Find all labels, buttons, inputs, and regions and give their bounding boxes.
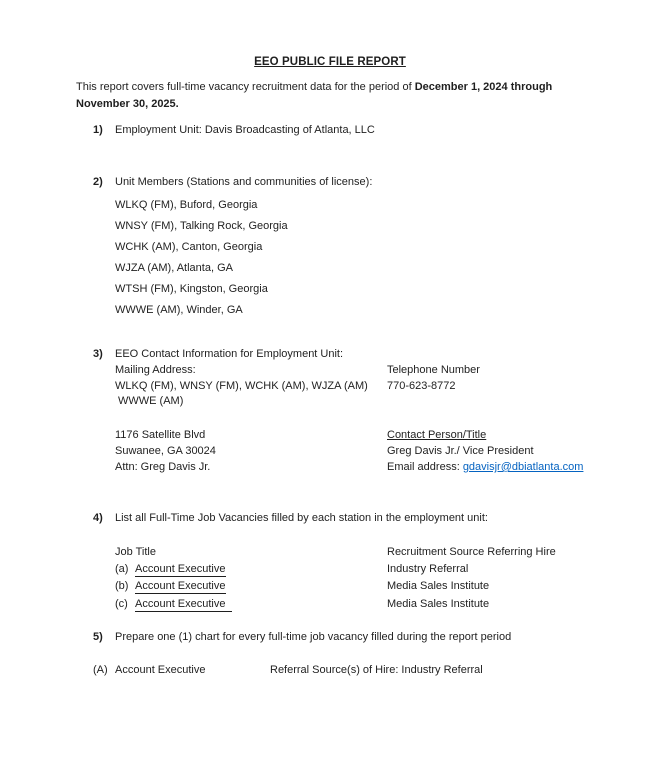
vacancy-source: Media Sales Institute <box>387 598 490 610</box>
vacancy-source: Industry Referral <box>387 563 469 575</box>
station-list-item: WTSH (FM), Kingston, Georgia <box>115 283 268 295</box>
eeo-contact-heading: EEO Contact Information for Employment Unit: <box>115 348 344 360</box>
telephone-label: Telephone Number <box>387 364 480 376</box>
vacancy-label: (c) <box>115 598 128 610</box>
telephone-number: 770-623-8772 <box>387 380 456 392</box>
vacancies-heading: List all Full-Time Job Vacancies filled by each station in the employment unit: <box>115 512 488 524</box>
list-number-3: 3) <box>93 348 103 360</box>
email-label: Email address: <box>387 461 463 473</box>
list-number-2: 2) <box>93 176 103 188</box>
chart-a-job-title: Account Executive <box>115 664 206 676</box>
vacancy-title: Account Executive <box>135 597 232 612</box>
unit-members-heading: Unit Members (Stations and communities of license): <box>115 176 373 188</box>
recruitment-source-header: Recruitment Source Referring Hire <box>387 546 556 558</box>
vacancy-title: Account Executive <box>135 580 226 592</box>
vacancy-title: Account Executive <box>135 563 226 575</box>
intro-text-normal: This report covers full-time vacancy recruitment data for the period of <box>76 81 415 93</box>
mailing-address-label: Mailing Address: <box>115 364 196 376</box>
list-number-4: 4) <box>93 512 103 524</box>
chart-instruction-text: Prepare one (1) chart for every full-time job vacancy filled during the report period <box>115 631 512 643</box>
email-line <box>387 460 583 474</box>
document-title: EEO PUBLIC FILE REPORT <box>254 56 406 68</box>
station-list-item: WWWE (AM), Winder, GA <box>115 304 243 316</box>
vacancy-label: (b) <box>115 580 129 592</box>
job-title-header: Job Title <box>115 546 156 558</box>
contact-person-label: Contact Person/Title <box>387 429 487 441</box>
intro-line-1 <box>76 80 552 94</box>
intro-line-2: November 30, 2025. <box>76 98 179 110</box>
list-number-1: 1) <box>93 124 103 136</box>
contact-person-name: Greg Davis Jr./ Vice President <box>387 445 534 457</box>
vacancy-label: (a) <box>115 563 129 575</box>
city-state-zip: Suwanee, GA 30024 <box>115 445 216 457</box>
attention-line: Attn: Greg Davis Jr. <box>115 461 211 473</box>
mailing-stations-line-1: WLKQ (FM), WNSY (FM), WCHK (AM), WJZA (AM) <box>115 380 368 392</box>
mailing-stations-line-2: WWWE (AM) <box>118 395 184 407</box>
vacancy-source: Media Sales Institute <box>387 580 490 592</box>
station-list-item: WCHK (AM), Canton, Georgia <box>115 241 263 253</box>
station-list-item: WJZA (AM), Atlanta, GA <box>115 262 233 274</box>
chart-a-label: (A) <box>93 664 108 676</box>
intro-period-start: December 1, 2024 through <box>414 81 553 93</box>
station-list-item: WNSY (FM), Talking Rock, Georgia <box>115 220 288 232</box>
chart-a-referral-source: Referral Source(s) of Hire: Industry Referral <box>270 664 483 676</box>
email-link[interactable]: gdavisjr@dbiatlanta.com <box>462 461 584 473</box>
station-list-item: WLKQ (FM), Buford, Georgia <box>115 199 258 211</box>
list-number-5: 5) <box>93 631 103 643</box>
street-address: 1176 Satellite Blvd <box>115 429 206 441</box>
employment-unit-text: Employment Unit: Davis Broadcasting of Atlanta, LLC <box>115 124 375 136</box>
